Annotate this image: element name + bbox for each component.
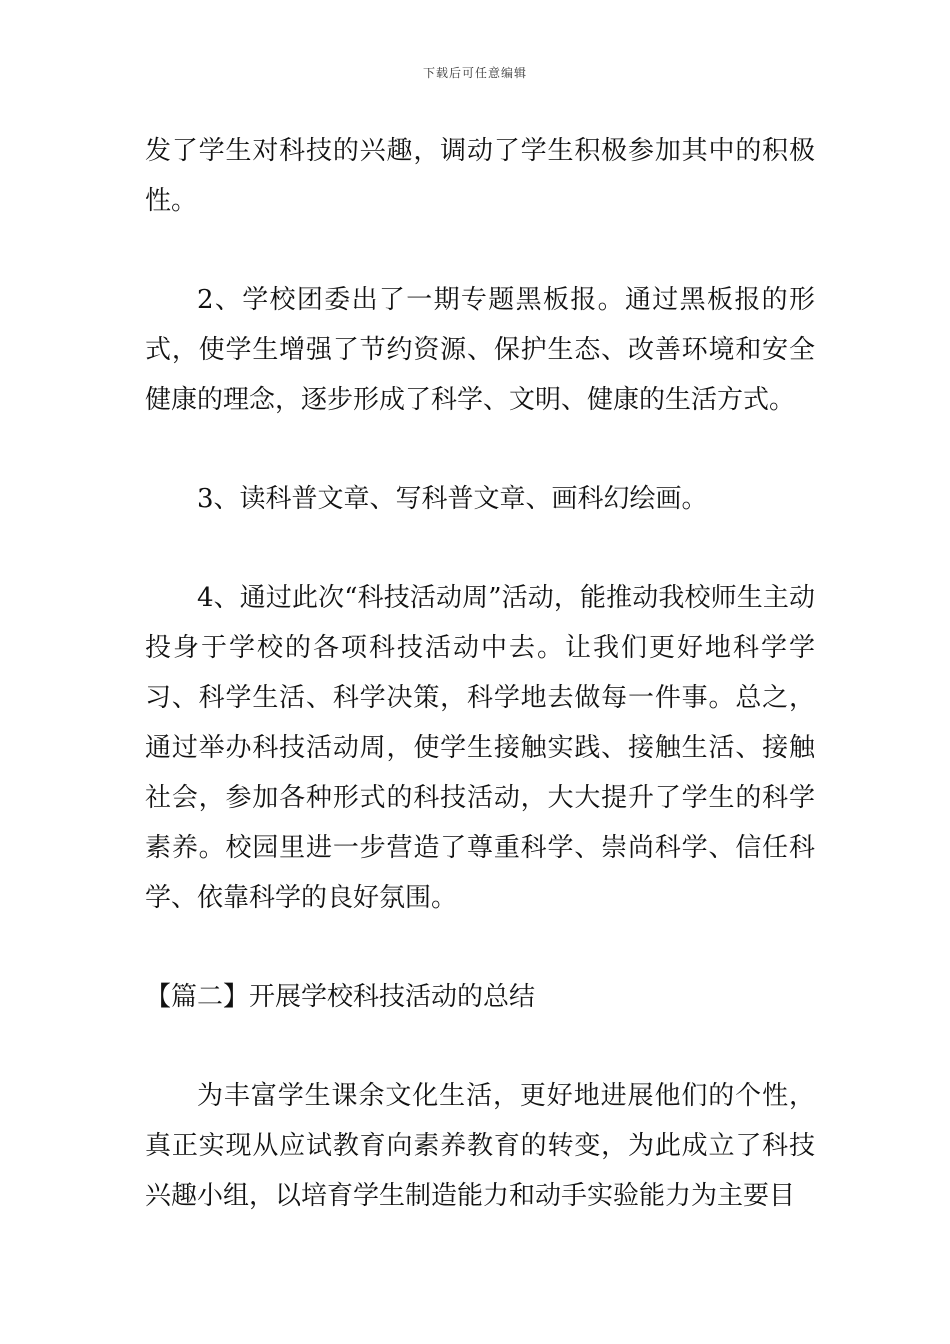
page-header-note: 下载后可任意编辑	[422, 66, 527, 80]
paragraph-gap	[145, 524, 815, 573]
paragraph-gap	[145, 425, 815, 474]
paragraph-gap	[145, 923, 815, 972]
paragraph-intro: 为丰富学生课余文化生活，更好地进展他们的个性，真正实现从应试教育向素养教育的转变，为此成立了科技兴趣小组，以培育学生制造能力和动手实验能力为主要目	[145, 1081, 815, 1211]
paragraph-continuation: 发了学生对科技的兴趣，调动了学生积极参加其中的积极性。	[145, 136, 815, 216]
paragraph-gap	[145, 226, 815, 275]
paragraph-item-3: 3、读科普文章、写科普文章、画科幻绘画。	[197, 484, 708, 514]
document-body	[145, 126, 815, 1221]
paragraph-item-4: 4、通过此次“科技活动周”活动，能推动我校师生主动投身于学校的各项科技活动中去。让我们更好地科学学习、科学生活、科学决策，科学地去做每一件事。总之，通过举办科技活动周，使学生接触实践、接触生活、接触社会，参加各种形式的科技活动，大大提升了学生的科学素养。校园里进一步营造了尊重科学、崇尚科学、信任科学、依靠科学的良好氛围。	[145, 583, 815, 913]
paragraph-gap	[145, 1022, 815, 1071]
paragraph-item-2: 2、学校团委出了一期专题黑板报。通过黑板报的形式，使学生增强了节约资源、保护生态、改善环境和安全健康的理念，逐步形成了科学、文明、健康的生活方式。	[145, 285, 815, 415]
section-heading: 【篇二】开展学校科技活动的总结	[145, 982, 536, 1012]
